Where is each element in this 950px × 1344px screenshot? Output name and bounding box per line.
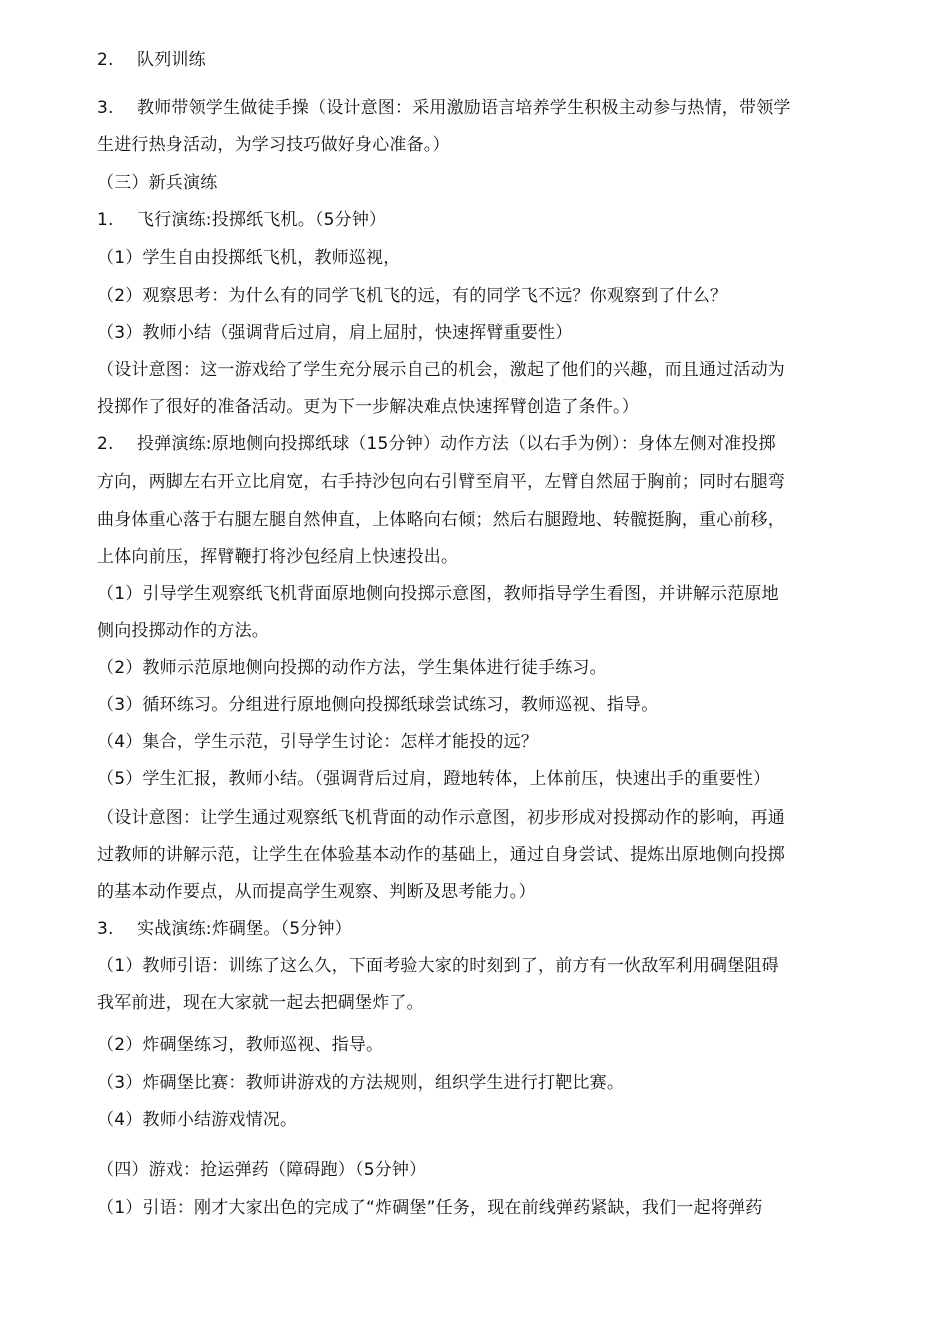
line-text: 曲身体重心落于右腿左腿自然伸直，上体略向右倾；然后右腿蹬地、转髋挺胸，重心前移， bbox=[97, 510, 785, 530]
text-line bbox=[97, 322, 572, 344]
line-text: 我军前进，现在大家就一起去把碉堡炸了。 bbox=[97, 993, 424, 1013]
line-text: 实战演练:炸碉堡。（5分钟） bbox=[137, 919, 352, 939]
text-line bbox=[97, 285, 727, 307]
text-line bbox=[97, 1109, 297, 1131]
text-line bbox=[97, 471, 785, 493]
line-text: 过教师的讲解示范，让学生在体验基本动作的基础上，通过自身尝试、提炼出原地侧向投掷 bbox=[97, 845, 785, 865]
line-text: （2）炸碉堡练习，教师巡视、指导。 bbox=[97, 1035, 384, 1055]
list-number: 2. bbox=[97, 50, 114, 70]
line-text: 教师带领学生做徒手操（设计意图：采用激励语言培养学生积极主动参与热情，带领学 bbox=[137, 98, 791, 118]
text-line bbox=[97, 955, 779, 977]
line-text: （设计意图：这一游戏给了学生充分展示自己的机会，激起了他们的兴趣，而且通过活动为 bbox=[97, 360, 785, 380]
list-number: 3. bbox=[97, 919, 114, 939]
list-number: 2. bbox=[97, 434, 114, 454]
line-text: （1）教师引语：训练了这么久，下面考验大家的时刻到了，前方有一伙敌军利用碉堡阻碍 bbox=[97, 956, 779, 976]
line-text: 队列训练 bbox=[137, 50, 206, 70]
line-text: （1）学生自由投掷纸飞机，教师巡视， bbox=[97, 248, 401, 268]
line-text: （三）新兵演练 bbox=[97, 173, 218, 193]
text-line bbox=[97, 209, 386, 231]
text-line bbox=[97, 844, 785, 866]
text-line bbox=[97, 992, 424, 1014]
line-text: （1）引语：刚才大家出色的完成了“炸碉堡”任务，现在前线弹药紧缺，我们一起将弹药 bbox=[97, 1198, 763, 1218]
text-line bbox=[97, 694, 658, 716]
line-text: （3）教师小结（强调背后过肩，肩上屈肘，快速挥臂重要性） bbox=[97, 323, 573, 343]
text-line bbox=[97, 546, 458, 568]
text-line bbox=[97, 1034, 383, 1056]
line-text: 的基本动作要点，从而提高学生观察、判断及思考能力。） bbox=[97, 882, 536, 902]
line-text: 飞行演练:投掷纸飞机。（5分钟） bbox=[137, 210, 387, 230]
text-line bbox=[97, 359, 785, 381]
line-text: （3）循环练习。分组进行原地侧向投掷纸球尝试练习，教师巡视、指导。 bbox=[97, 695, 659, 715]
text-line bbox=[97, 97, 791, 119]
line-text: （4）集合，学生示范，引导学生讨论：怎样才能投的远？ bbox=[97, 732, 539, 752]
text-line bbox=[97, 172, 217, 194]
line-text: （3）炸碉堡比赛：教师讲游戏的方法规则，组织学生进行打靶比赛。 bbox=[97, 1073, 625, 1093]
line-text: （2）教师示范原地侧向投掷的动作方法，学生集体进行徒手练习。 bbox=[97, 658, 607, 678]
line-text: （5）学生汇报，教师小结。（强调背后过肩，蹬地转体，上体前压，快速出手的重要性） bbox=[97, 769, 771, 789]
line-text: （4）教师小结游戏情况。 bbox=[97, 1110, 298, 1130]
text-line bbox=[97, 134, 450, 156]
text-line bbox=[97, 509, 785, 531]
line-text: （2）观察思考：为什么有的同学飞机飞的远，有的同学飞不远？你观察到了什么？ bbox=[97, 286, 728, 306]
line-text: 上体向前压，挥臂鞭打将沙包经肩上快速投出。 bbox=[97, 547, 459, 567]
text-line bbox=[97, 583, 779, 605]
line-text: 投掷作了很好的准备活动。更为下一步解决难点快速挥臂创造了条件。） bbox=[97, 397, 639, 417]
line-text: （设计意图：让学生通过观察纸飞机背面的动作示意图，初步形成对投掷动作的影响，再通 bbox=[97, 808, 785, 828]
text-line bbox=[97, 1072, 624, 1094]
text-line bbox=[97, 1197, 762, 1219]
text-line bbox=[97, 807, 785, 829]
list-number: 1. bbox=[97, 210, 114, 230]
text-line bbox=[97, 49, 206, 71]
list-number: 3. bbox=[97, 98, 114, 118]
line-text: 方向，两脚左右开立比肩宽，右手持沙包向右引臂至肩平，左臂自然屈于胸前；同时右腿弯 bbox=[97, 472, 785, 492]
text-line bbox=[97, 620, 269, 642]
line-text: 生进行热身活动，为学习技巧做好身心准备。） bbox=[97, 135, 450, 155]
line-text: （1）引导学生观察纸飞机背面原地侧向投掷示意图，教师指导学生看图，并讲解示范原地 bbox=[97, 584, 779, 604]
line-text: 投弹演练:原地侧向投掷纸球（15分钟）动作方法（以右手为例）：身体左侧对准投掷 bbox=[137, 434, 776, 454]
line-text: （四）游戏：抢运弹药（障碍跑）（5分钟） bbox=[97, 1160, 427, 1180]
text-line bbox=[97, 881, 536, 903]
text-line bbox=[97, 918, 352, 940]
text-line bbox=[97, 433, 776, 455]
text-line bbox=[97, 1159, 426, 1181]
line-text: 侧向投掷动作的方法。 bbox=[97, 621, 269, 641]
text-line bbox=[97, 731, 538, 753]
text-line bbox=[97, 768, 770, 790]
text-line bbox=[97, 396, 639, 418]
text-line bbox=[97, 657, 607, 679]
text-line bbox=[97, 247, 400, 269]
